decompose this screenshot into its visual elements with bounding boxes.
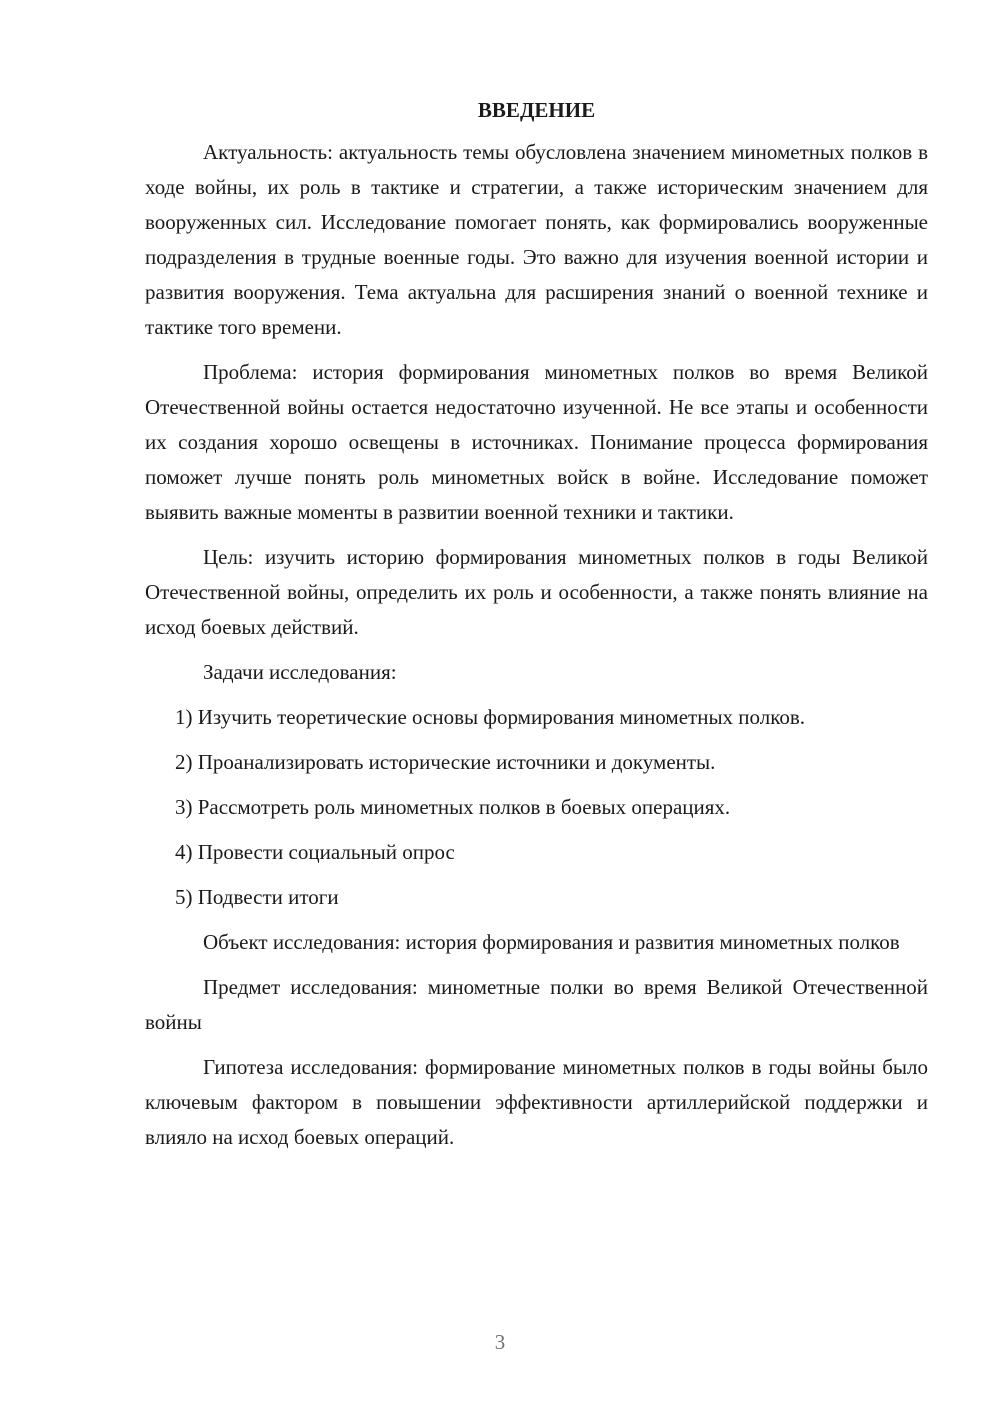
list-item: 4) Провести социальный опрос [175,840,455,864]
page-title: ВВЕДЕНИЕ [477,98,596,122]
document-body [145,95,928,1165]
paragraph-problem: Проблема: история формирования минометных полков во время Великой Отечественной войны остается недостаточно изученной. Не все этапы и особенности их создания хорошо освещены в источниках. Понимание процесса формирования поможет лучше понять роль минометных войск в войне. Исследование поможет выявить важные моменты в развитии военной техники и тактики. [145,360,928,524]
tasks-title: Задачи исследования: [203,660,397,684]
page-number: 3 [494,1330,506,1354]
list-item: 1) Изучить теоретические основы формирования минометных полков. [175,705,806,729]
list-item: 2) Проанализировать исторические источники и документы. [175,750,716,774]
list-item: 3) Рассмотреть роль минометных полков в боевых операциях. [175,795,731,819]
task-list [145,700,928,915]
paragraph-hypothesis: Гипотеза исследования: формирование минометных полков в годы войны было ключевым фактором в повышении эффективности артиллерийской поддержки и влияло на исход боевых операций. [145,1055,928,1149]
paragraph-goal: Цель: изучить историю формирования минометных полков в годы Великой Отечественной войны, определить их роль и особенности, а также понять влияние на исход боевых действий. [145,545,928,639]
paragraph-object: Объект исследования: история формирования и развития минометных полков [203,930,900,954]
paragraph-subject: Предмет исследования: минометные полки во время Великой Отечественной войны [145,975,928,1034]
list-item: 5) Подвести итоги [175,885,339,909]
paragraph-relevance: Актуальность: актуальность темы обусловлена значением минометных полков в ходе войны, их роль в тактике и стратегии, а также историческим значением для вооруженных сил. Исследование помогает понять, как формировались вооруженные подразделения в трудные военные годы. Это важно для изучения военной истории и развития вооружения. Тема актуальна для расширения знаний о военной технике и тактике того времени. [145,140,928,339]
